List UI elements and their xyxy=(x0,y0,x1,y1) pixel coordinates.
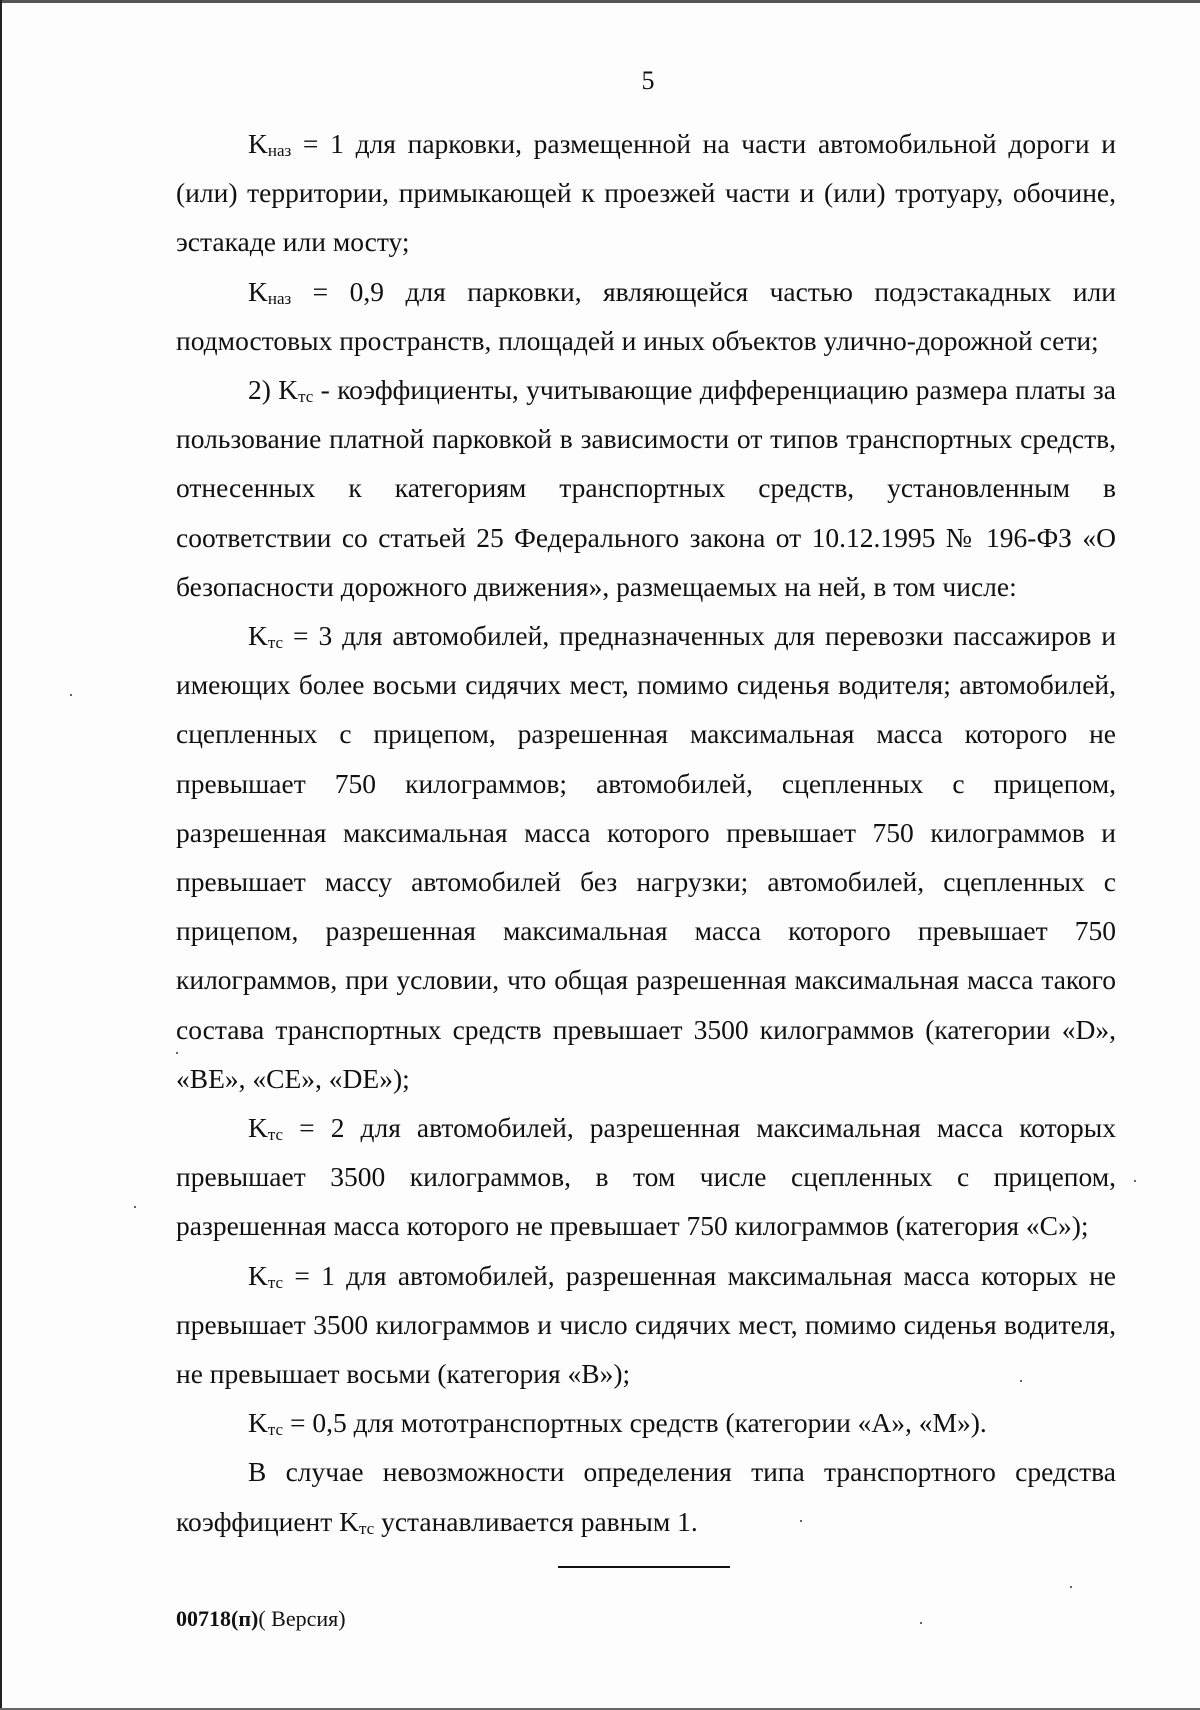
paragraph-k-naz-0-9 xyxy=(176,267,1116,365)
item-prefix: 2) xyxy=(248,374,279,406)
coef-subscript: наз xyxy=(267,288,292,308)
paragraph-text: = 1 для парковки, размещенной на части автомобильной дороги и (или) территории, примыкающей к проезжей части и (или) тротуару, обочине, эстакаде или мосту; xyxy=(176,128,1116,258)
coef-symbol: K xyxy=(248,1259,268,1291)
coef-symbol: K xyxy=(278,374,299,406)
paragraph-text: = 1 для автомобилей, разрешенная максимальная масса которых не превышает 3500 килограммов и число сидячих мест, помимо сиденья водителя, не превышает восьми (категория «B»); xyxy=(176,1259,1116,1390)
coef-symbol: K xyxy=(248,275,268,307)
footer-document-code xyxy=(176,1606,346,1632)
coef-subscript: тс xyxy=(359,1518,375,1538)
coef-subscript: тс xyxy=(267,1272,284,1292)
paragraph-item-2 xyxy=(176,365,1116,611)
page-number: 5 xyxy=(641,66,655,95)
scan-speck xyxy=(920,1622,922,1624)
coef-symbol: K xyxy=(248,1407,268,1439)
scan-speck xyxy=(1134,1180,1136,1182)
paragraph-prefix: В случае невозможности определения типа транспортного средства коэффициент xyxy=(176,1456,1116,1537)
footer-version: ( Версия) xyxy=(258,1606,346,1631)
scan-speck xyxy=(1020,1380,1022,1382)
scan-edge-top xyxy=(0,0,1200,3)
paragraph-k-ts-1 xyxy=(176,1251,1116,1399)
scan-speck xyxy=(134,1206,136,1208)
paragraph-k-ts-2 xyxy=(176,1103,1116,1251)
paragraph-text: = 3 для автомобилей, предназначенных для перевозки пассажиров и имеющих более восьми сидячих мест, помимо сиденья водителя; автомобилей, сцепленных с прицепом, разрешенная максимальная масса которого не превышает 750 килограммов; автомобилей, сцепленных с прицепом, разрешенная максимальная масса которого превышает 750 килограммов и превышает массу автомобилей без нагрузки; автомобилей, сцепленных с прицепом, разрешенная максимальная масса которого превышает 750 килограммов, при условии, что общая разрешенная максимальная масса такого состава транспортных средств превышает 3500 килограммов (категории «D», «BE», «CE», «DE»); xyxy=(176,620,1116,1094)
scan-speck xyxy=(176,1052,178,1054)
end-separator-line xyxy=(558,1566,730,1568)
coef-symbol: K xyxy=(339,1505,360,1537)
coef-subscript: тс xyxy=(267,1420,284,1440)
paragraph-k-ts-3 xyxy=(176,611,1116,1103)
scan-speck xyxy=(1070,1586,1072,1588)
paragraph-text: = 2 для автомобилей, разрешенная максимальная масса которых превышает 3500 килограммов, в том числе сцепленных с прицепом, разрешенная масса которого не превышает 750 килограммов (категория «C»); xyxy=(176,1112,1116,1242)
scan-speck xyxy=(70,694,72,696)
coef-symbol: K xyxy=(248,128,268,159)
paragraph-text: устанавливается равным 1. xyxy=(374,1505,698,1537)
coef-subscript: тс xyxy=(298,387,314,407)
paragraph-text: = 0,9 для парковки, являющейся частью подэстакадных или подмостовых пространств, площадей и иных объектов улично-дорожной сети; xyxy=(176,275,1116,356)
document-body xyxy=(176,119,1116,1546)
paragraph-k-ts-0-5 xyxy=(176,1398,1116,1447)
paragraph-text: = 0,5 для мототранспортных средств (категории «A», «M»). xyxy=(283,1407,987,1439)
coef-subscript: наз xyxy=(267,141,292,160)
paragraph-k-naz-1 xyxy=(176,119,1116,267)
coef-subscript: тс xyxy=(267,1125,284,1145)
scan-edge-left xyxy=(0,0,2,1710)
paragraph-default-case xyxy=(176,1447,1116,1545)
coef-subscript: тс xyxy=(267,633,284,653)
paragraph-text: - коэффициенты, учитывающие дифференциацию размера платы за пользование платной парковкой в зависимости от типов транспортных средств, отнесенных к категориям транспортных средств, установленным в соответствии со статьей 25 Федерального закона от 10.12.1995 № 196-ФЗ «О безопасности дорожного движения», размещаемых на ней, в том числе: xyxy=(176,374,1116,602)
coef-symbol: K xyxy=(248,1112,268,1144)
footer-code: 00718(п) xyxy=(176,1606,259,1631)
scan-speck xyxy=(800,1520,802,1522)
coef-symbol: K xyxy=(248,620,268,652)
